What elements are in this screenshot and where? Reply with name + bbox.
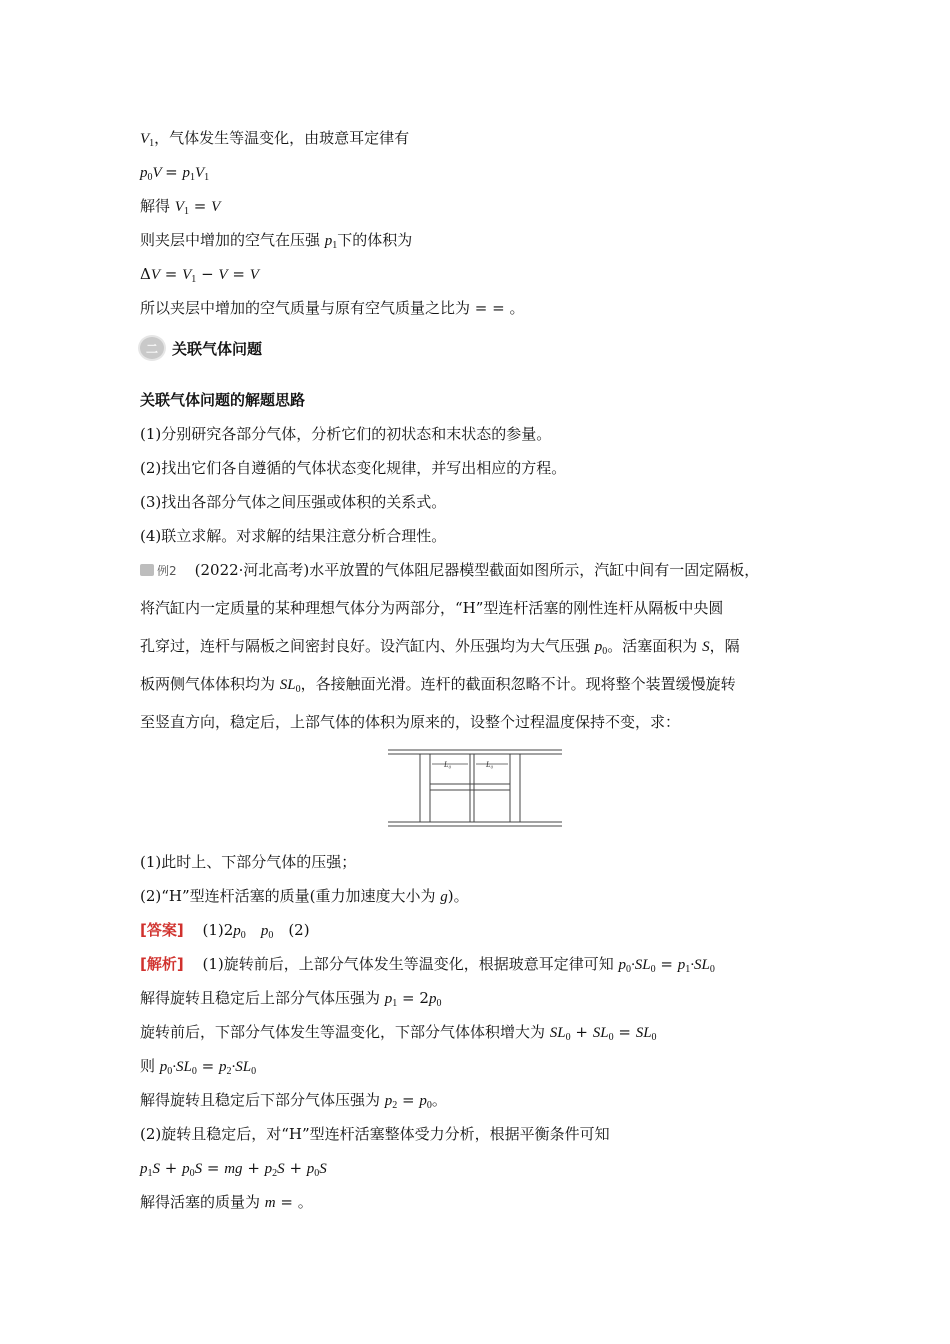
- math-expr: V: [218, 267, 228, 283]
- math-m: m: [264, 1195, 276, 1211]
- analysis-line-7: $p_1S + p_0S$ = mg + $p_2S + p_0S$: [140, 1159, 327, 1179]
- math-expr: $p_0\cdot SL_0$: [618, 957, 656, 975]
- answer-tag: [答案]: [140, 921, 184, 939]
- hand-icon: [140, 564, 154, 576]
- minus: −: [196, 265, 219, 283]
- line-text: 板两侧气体体积均为: [140, 675, 280, 693]
- math-expr: mg: [224, 1161, 243, 1177]
- question-2: [140, 886, 469, 907]
- equation-line: [140, 162, 209, 188]
- figure-piston-right: [510, 754, 520, 822]
- method-heading: 关联气体问题的解题思路: [140, 391, 306, 409]
- line-text: (2022·河北高考)水平放置的气体阻尼器模型截面如图所示，汽缸中间有一固定隔板，: [194, 561, 760, 579]
- math-expr: $V_1$: [182, 267, 197, 285]
- delta-symbol: Δ: [140, 265, 151, 283]
- analysis-line-2: 解得旋转且稳定后上部分气体压强为 $p_1 = 2p_0$: [140, 989, 442, 1009]
- line-text: 则: [140, 1057, 160, 1075]
- text-line: [140, 128, 409, 154]
- analysis-line-5: 解得旋转且稳定后下部分气体压强为 $p_2 = p_0$。: [140, 1091, 447, 1111]
- analysis-line-3: 旋转前后，下部分气体发生等温变化，下部分气体体积增大为 $SL_0 + SL_0 = SL_0$: [140, 1023, 657, 1043]
- figure-partition: [470, 754, 474, 822]
- math-expr: $p_0\cdot SL_0$: [159, 1059, 197, 1077]
- example-line-2: 将汽缸内一定质量的某种理想气体分为两部分，“H”型连杆活塞的刚性连杆从隔板中央圆: [140, 599, 724, 617]
- text-line: [140, 196, 220, 222]
- figure-label-left: L₀: [444, 760, 452, 769]
- line-text: )。: [447, 887, 469, 905]
- math-expr: $p_0S$: [182, 1161, 203, 1179]
- text-line: [140, 230, 412, 256]
- section-title: 关联气体问题: [172, 339, 263, 358]
- method-step-4: (4)联立求解。对求解的结果注意分析合理性。: [140, 527, 447, 545]
- math-expr: $SL_0$: [279, 677, 301, 695]
- math-expr: $p_2\cdot SL_0$: [218, 1059, 257, 1077]
- math-expr: $p_2$: [384, 1093, 398, 1111]
- example-line-3: [140, 636, 740, 662]
- line-text: 。活塞面积为: [607, 637, 703, 655]
- answer-line: [140, 920, 310, 946]
- line-text: 解得活塞的质量为: [140, 1193, 265, 1211]
- equals: =: [160, 265, 183, 283]
- math-expr: $p_1$: [324, 233, 338, 251]
- line-text: 解得旋转且稳定后上部分气体压强为: [140, 989, 385, 1007]
- answer-text: (2): [273, 921, 310, 939]
- example-tag-label: 例2: [157, 564, 177, 578]
- math-expr: $p_0$: [419, 1093, 432, 1111]
- math-expr: V: [150, 267, 161, 283]
- math-expr: $p_1S$: [140, 1161, 160, 1179]
- example-tag: [140, 561, 177, 581]
- math-expr: $SL_0$: [592, 1025, 614, 1043]
- line-text: ，隔: [709, 637, 740, 655]
- math-expr: V: [211, 199, 221, 215]
- math-expr: $V_1$: [174, 199, 189, 217]
- analysis-line-6: (2)旋转且稳定后，对“H”型连杆活塞整体受力分析，根据平衡条件可知: [140, 1125, 610, 1143]
- math-expr: $p_2S$: [264, 1161, 285, 1179]
- analysis-line-8: [140, 1192, 313, 1213]
- damper-figure: [388, 748, 562, 828]
- math-expr: $p_1\cdot SL_0$: [677, 957, 715, 975]
- section-heading: [140, 332, 262, 364]
- figure-piston-left: [420, 754, 430, 822]
- line-text: 解得: [140, 197, 175, 215]
- figure-label-right: L₀: [486, 760, 494, 769]
- equals: =: [227, 265, 250, 283]
- math-expr: $SL_0$: [549, 1025, 571, 1043]
- math-expr: $p_1$: [384, 991, 398, 1009]
- math-expr: V: [249, 267, 259, 283]
- text-line: 所以夹层中增加的空气质量与原有空气质量之比为 = = 。: [140, 299, 525, 317]
- question-1: (1)此时上、下部分气体的压强；: [140, 853, 357, 871]
- line-text: = 。: [275, 1193, 313, 1211]
- section-badge: 二: [140, 337, 164, 359]
- line-text: (1)旋转前后，上部分气体发生等温变化，根据玻意耳定律可知: [202, 955, 619, 973]
- method-step-2: (2)找出它们各自遵循的气体状态变化规律，并写出相应的方程。: [140, 459, 567, 477]
- method-step-1: (1)分别研究各部分气体，分析它们的初状态和末状态的参量。: [140, 425, 552, 443]
- example-line-4: [140, 674, 736, 700]
- equals: =: [188, 197, 212, 215]
- answer-spacer: [246, 921, 261, 939]
- line-text: (2)“H”型连杆活塞的质量(重力加速度大小为: [140, 887, 441, 905]
- line-text: 旋转前后，下部分气体发生等温变化，下部分气体体积增大为: [140, 1023, 550, 1041]
- math-g: g: [440, 889, 448, 905]
- math-expr: S: [702, 639, 710, 655]
- math-expr: $SL_0$: [635, 1025, 657, 1043]
- line-text: 下的体积为: [337, 231, 413, 249]
- line-text: 解得旋转且稳定后下部分气体压强为: [140, 1091, 385, 1109]
- equals: =: [165, 163, 183, 181]
- line-text: ，各接触面光滑。连杆的截面积忽略不计。现将整个装置缓慢旋转: [300, 675, 736, 693]
- math-expr: $p_0$: [260, 923, 274, 941]
- math-v1: $V_1$: [140, 131, 155, 149]
- line-text: 孔穿过，连杆与隔板之间密封良好。设汽缸内、外压强均为大气压强: [140, 637, 595, 655]
- equation-line: [140, 264, 259, 290]
- math-expr: $p_0$: [428, 991, 442, 1009]
- analysis-tag: [解析]: [140, 955, 184, 973]
- analysis-line-1: [解析] (1)旋转前后，上部分气体发生等温变化，根据玻意耳定律可知 $p_0\cdot SL_0 = p_1\cdot SL_0$: [140, 955, 715, 975]
- math-expr: $p_0$: [233, 923, 246, 941]
- analysis-line-4: 则 $p_0\cdot SL_0 = p_2\cdot SL_0$: [140, 1057, 257, 1077]
- example-line-5: 至竖直方向，稳定后，上部气体的体积为原来的，设整个过程温度保持不变，求：: [140, 713, 681, 731]
- example-line-1: [140, 560, 759, 581]
- math-expr: $p_0$: [594, 639, 608, 657]
- line-text: ，气体发生等温变化，由玻意耳定律有: [154, 129, 410, 147]
- method-step-3: (3)找出各部分气体之间压强或体积的关系式。: [140, 493, 447, 511]
- math-expr: $p_0V$: [140, 165, 166, 183]
- answer-text: (1)2: [202, 921, 234, 939]
- math-expr: $p_1V_1$: [182, 165, 210, 183]
- math-expr: $p_0S$: [306, 1161, 327, 1179]
- line-text: 则夹层中增加的空气在压强: [140, 231, 325, 249]
